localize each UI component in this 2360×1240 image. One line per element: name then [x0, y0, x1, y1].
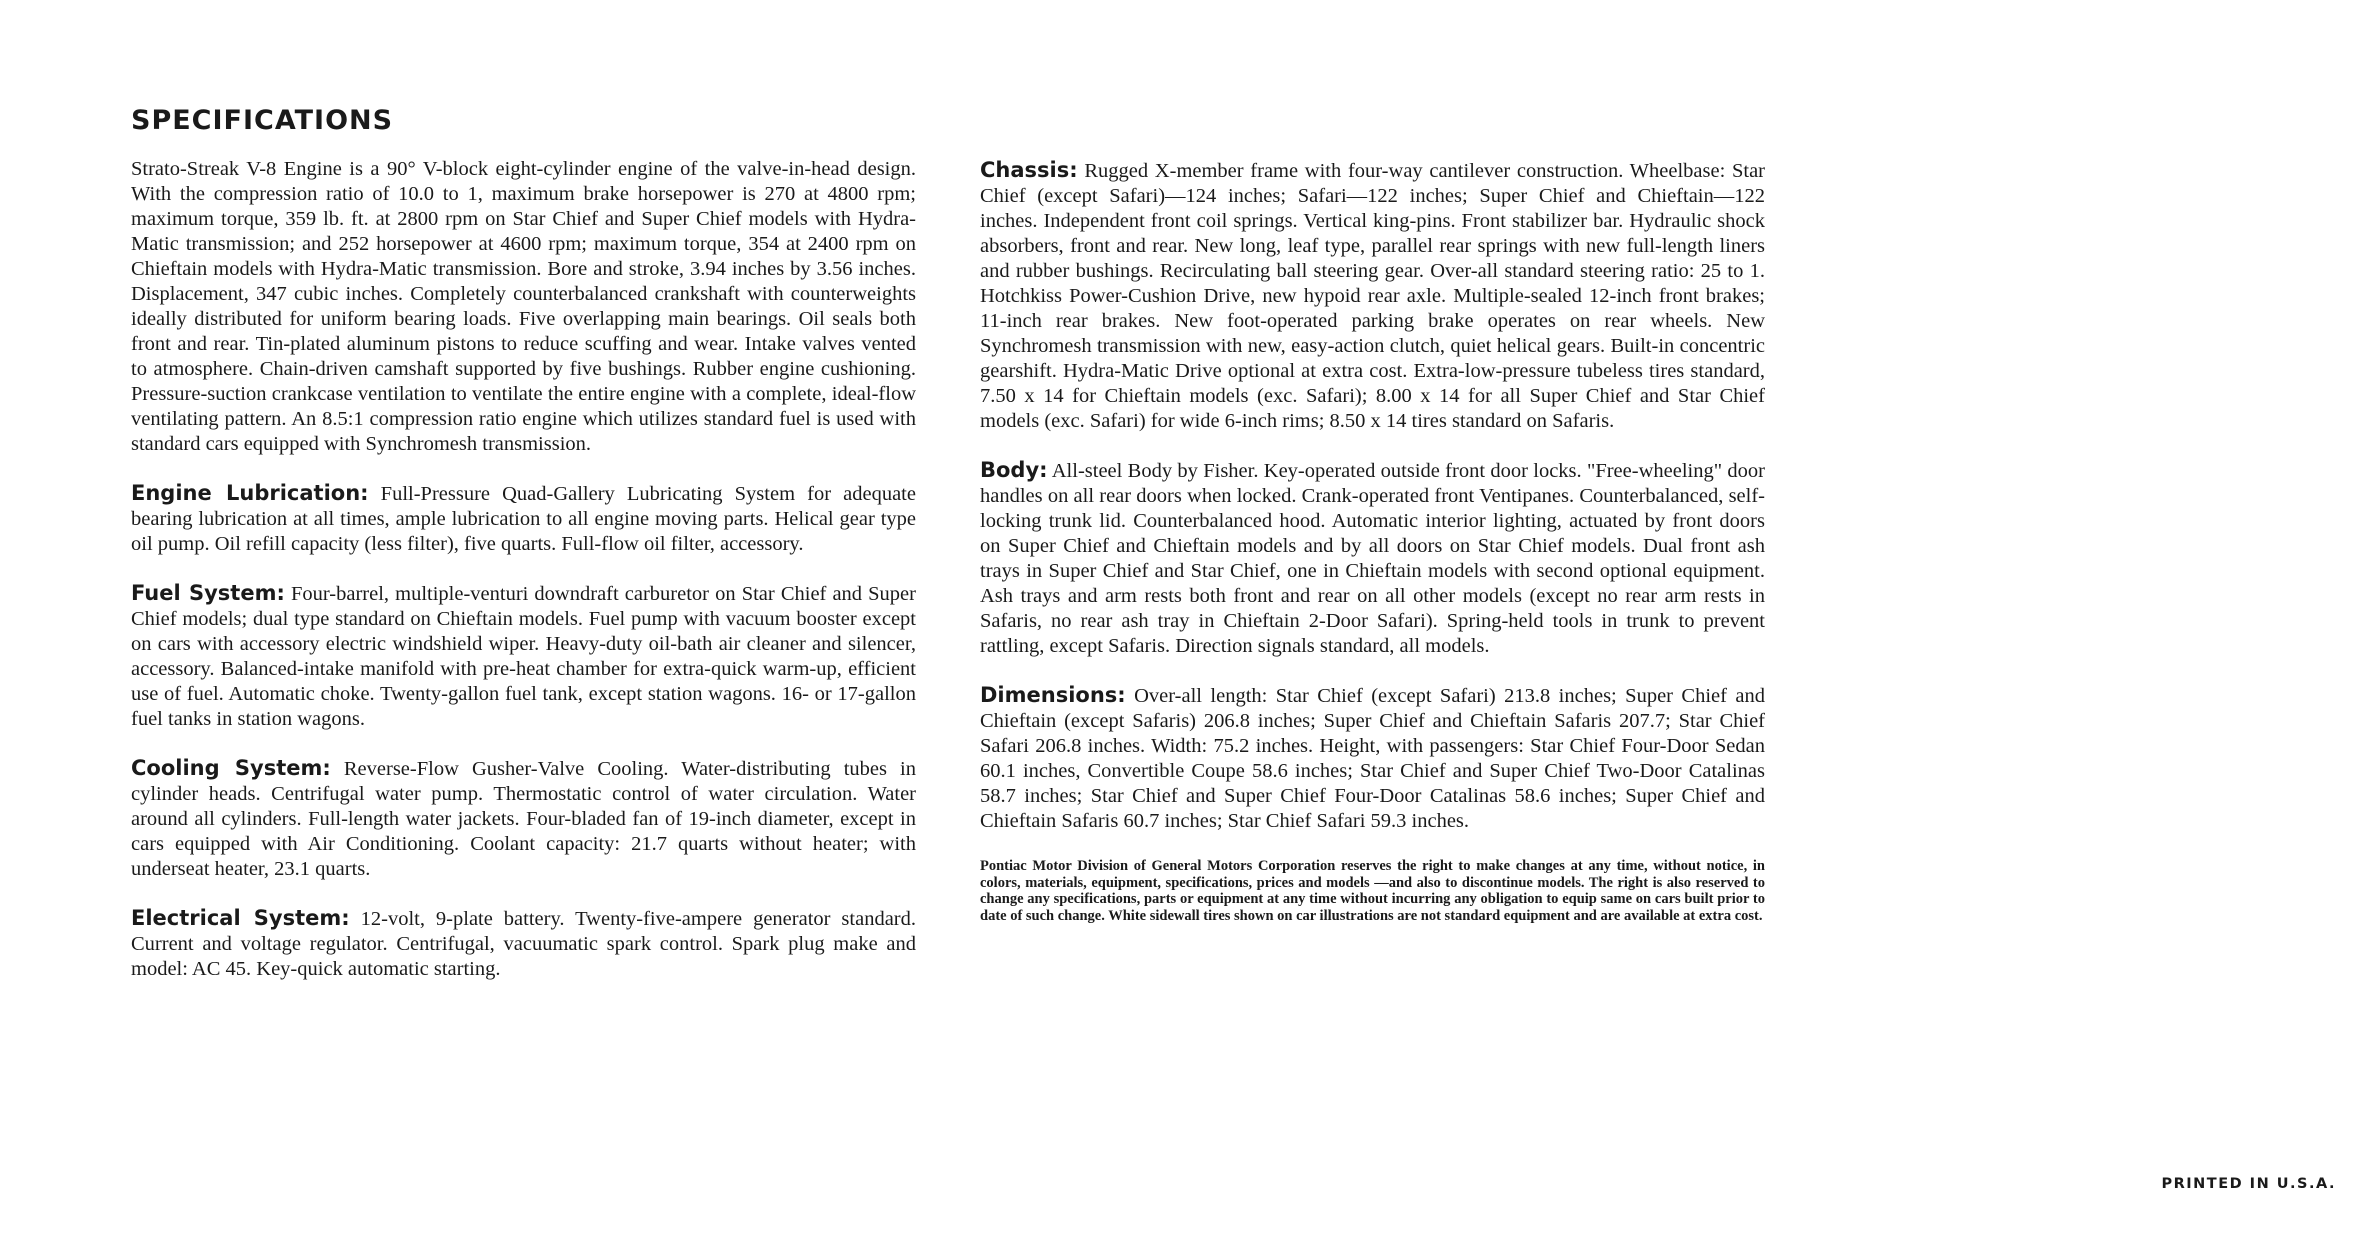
- disclaimer: Pontiac Motor Division of General Motors Corporation reserves the right to make changes at any time, without notice, in colors, materials, equipment, specifications, prices and models —and also to discontinue models. The right is also reserved to change any specifications, parts or equipment at any time without incurring any obligation to equip same on cars built prior to date of such change. White sidewall tires shown on car illustrations are not standard equipment and are available at extra cost.: [980, 858, 1765, 924]
- section-engine-lubrication-heading: Engine Lubrication:: [131, 481, 369, 505]
- section-fuel-system: [131, 581, 916, 732]
- section-cooling-system-heading: Cooling System:: [131, 756, 331, 780]
- section-dimensions-heading: Dimensions:: [980, 683, 1126, 707]
- section-engine-lubrication: [131, 481, 916, 557]
- left-column: [131, 157, 916, 1006]
- section-fuel-system-body: Four-barrel, multiple-venturi downdraft carburetor on Star Chief and Super Chief models; dual type standard on Chieftain models. Fuel pump with vacuum booster except on cars with accessory electric windshield wiper. Heavy-duty oil-bath air cleaner and silencer, accessory. Balanced-intake manifold with pre-heat chamber for extra-quick warm-up, efficient use of fuel. Automatic choke. Twenty-gallon fuel tank, except station wagons. 16- or 17-gallon fuel tanks in station wagons.: [131, 583, 916, 730]
- section-dimensions-body: Over-all length: Star Chief (except Safari) 213.8 inches; Super Chief and Chieftain (except Safaris) 206.8 inches; Super Chief and Chieftain Safaris 207.7; Star Chief Safari 206.8 inches. Width: 75.2 inches. Height, with passengers: Star Chief Four-Door Sedan 60.1 inches, Convertible Coupe 58.6 inches; Star Chief and Super Chief Two-Door Catalinas 58.7 inches; Star Chief and Super Chief Four-Door Catalinas 58.6 inches; Super Chief and Chieftain Safaris 60.7 inches; Star Chief Safari 59.3 inches.: [980, 685, 1765, 832]
- section-electrical-system-body: 12-volt, 9-plate battery. Twenty-five-ampere generator standard. Current and voltage regulator. Centrifugal, vacuumatic spark control. Spark plug make and model: AC 45. Key-quick automatic starting.: [131, 908, 916, 980]
- section-engine: [131, 157, 916, 457]
- section-electrical-system-heading: Electrical System:: [131, 906, 350, 930]
- section-body-heading: Body:: [980, 458, 1048, 482]
- page-title: SPECIFICATIONS: [131, 105, 394, 136]
- printed-in-label: PRINTED IN U.S.A.: [2161, 1176, 2336, 1192]
- section-dimensions: [980, 683, 1765, 834]
- section-chassis-heading: Chassis:: [980, 158, 1078, 182]
- section-electrical-system: [131, 906, 916, 982]
- section-cooling-system: [131, 756, 916, 882]
- section-cooling-system-body: Reverse-Flow Gusher-Valve Cooling. Water-distributing tubes in cylinder heads. Centrifugal water pump. Thermostatic control of water circulation. Water around all cylinders. Full-length water jackets. Four-bladed fan of 19-inch diameter, except in cars equipped with Air Conditioning. Coolant capacity: 21.7 quarts without heater; with underseat heater, 23.1 quarts.: [131, 758, 916, 880]
- right-column: [980, 158, 1765, 939]
- section-chassis: [980, 158, 1765, 434]
- section-body: [980, 458, 1765, 659]
- section-body-body: All-steel Body by Fisher. Key-operated outside front door locks. "Free-wheeling" door handles on all rear doors when locked. Crank-operated front Ventipanes. Counterbalanced, self-locking trunk lid. Counterbalanced hood. Automatic interior lighting, actuated by front doors on Super Chief and Chieftain models and by all doors on Star Chief models. Dual front ash trays in Super Chief and Star Chief, one in Chieftain models with second optional equipment. Ash trays and arm rests both front and rear on all other models (except no rear arm rests in Safaris, no rear ash tray in Chieftain 2-Door Safari). Spring-held tools in trunk to prevent rattling, except Safaris. Direction signals standard, all models.: [980, 460, 1765, 657]
- section-engine-body: Strato-Streak V-8 Engine is a 90° V-block eight-cylinder engine of the valve-in-head design. With the compression ratio of 10.0 to 1, maximum brake horsepower is 270 at 4800 rpm; maximum torque, 359 lb. ft. at 2800 rpm on Star Chief and Super Chief models with Hydra-Matic transmission; and 252 horsepower at 4600 rpm; maximum torque, 354 at 2400 rpm on Chieftain models with Hydra-Matic transmission. Bore and stroke, 3.94 inches by 3.56 inches. Displacement, 347 cubic inches. Completely counterbalanced crankshaft with counterweights ideally distributed for uniform bearing loads. Five overlapping main bearings. Oil seals both front and rear. Tin-plated aluminum pistons to reduce scuffing and wear. Intake valves vented to atmosphere. Chain-driven camshaft supported by five bushings. Rubber engine cushioning. Pressure-suction crankcase ventilation to ventilate the entire engine with a complete, ideal-flow ventilating pattern. An 8.5:1 compression ratio engine which utilizes standard fuel is used with standard cars equipped with Synchromesh transmission.: [131, 158, 916, 455]
- section-fuel-system-heading: Fuel System:: [131, 581, 285, 605]
- section-engine-lubrication-body: Full-Pressure Quad-Gallery Lubricating System for adequate bearing lubrication at all times, ample lubrication to all engine moving parts. Helical gear type oil pump. Oil refill capacity (less filter), five quarts. Full-flow oil filter, accessory.: [131, 483, 916, 555]
- section-chassis-body: Rugged X-member frame with four-way cantilever construction. Wheelbase: Star Chief (except Safari)—124 inches; Safari—122 inches; Super Chief and Chieftain—122 inches. Independent front coil springs. Vertical king-pins. Front stabilizer bar. Hydraulic shock absorbers, front and rear. New long, leaf type, parallel rear springs with new full-length liners and rubber bushings. Recirculating ball steering gear. Over-all standard steering ratio: 25 to 1. Hotchkiss Power-Cushion Drive, new hypoid rear axle. Multiple-sealed 12-inch front brakes; 11-inch rear brakes. New foot-operated parking brake operates on rear wheels. New Synchromesh transmission with new, easy-action clutch, quiet helical gears. Built-in concentric gearshift. Hydra-Matic Drive optional at extra cost. Extra-low-pressure tubeless tires standard, 7.50 x 14 for Chieftain models (exc. Safari); 8.00 x 14 for all Super Chief and Star Chief models (exc. Safari) for wide 6-inch rims; 8.50 x 14 tires standard on Safaris.: [980, 160, 1765, 432]
